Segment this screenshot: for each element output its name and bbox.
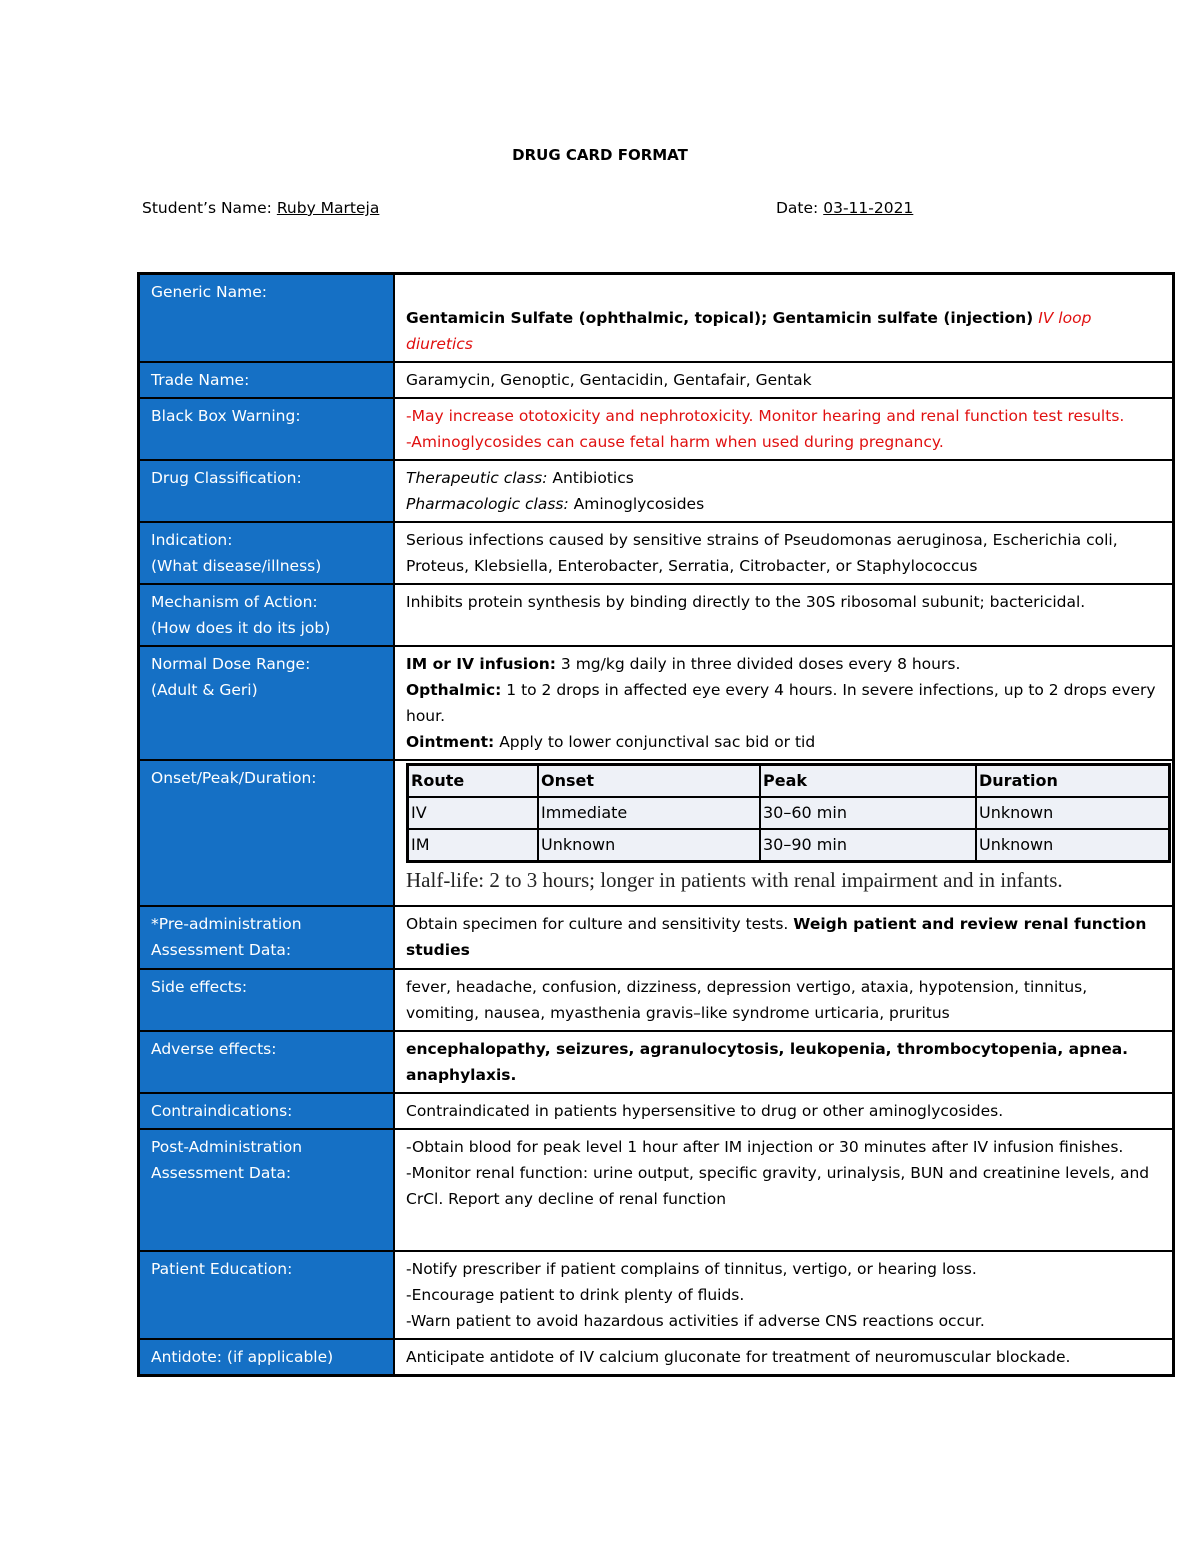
dose-opth-value: 1 to 2 drops in affected eye every 4 hours. In severe infections, up to 2 drops every hour. — [406, 681, 1156, 725]
onset-cell-duration: Unknown — [976, 797, 1170, 829]
row-side-effects — [139, 969, 1174, 1031]
dose-sublabel: (Adult & Geri) — [151, 681, 258, 699]
generic-name-value: Gentamicin Sulfate (ophthalmic, topical); Gentamicin sulfate (injection) — [406, 309, 1034, 327]
post-admin-sublabel: Assessment Data: — [151, 1164, 292, 1182]
dose-oint-label: Ointment: — [406, 733, 495, 751]
row-education — [139, 1251, 1174, 1339]
dose-label-cell — [139, 646, 395, 760]
pharmacologic-class-label: Pharmacologic class: — [406, 495, 569, 513]
trade-name-value: Garamycin, Genoptic, Gentacidin, Gentafair, Gentak — [394, 362, 1174, 398]
row-onset — [139, 760, 1174, 906]
student-name-line — [142, 199, 379, 217]
row-mechanism — [139, 584, 1174, 646]
contraindications-value: Contraindicated in patients hypersensitive to drug or other aminoglycosides. — [394, 1093, 1174, 1129]
dose-oint-value: Apply to lower conjunctival sac bid or tid — [499, 733, 816, 751]
indication-label-cell — [139, 522, 395, 584]
row-adverse-effects — [139, 1031, 1174, 1093]
dose-cell — [394, 646, 1174, 760]
post-admin-line-2: -Monitor renal function: urine output, specific gravity, urinalysis, BUN and creatinine levels, and CrCl. Report any decline of renal function — [406, 1164, 1150, 1208]
onset-cell-duration: Unknown — [976, 829, 1170, 862]
onset-peak-duration-table — [406, 763, 1171, 863]
row-trade-name — [139, 362, 1174, 398]
pre-admin-label: *Pre-administration — [151, 915, 302, 933]
indication-label: Indication: — [151, 531, 233, 549]
trade-name-label: Trade Name: — [139, 362, 395, 398]
black-box-label: Black Box Warning: — [139, 398, 395, 460]
onset-cell-route: IV — [408, 797, 539, 829]
onset-cell-peak: 30–90 min — [760, 829, 976, 862]
document-title: DRUG CARD FORMAT — [512, 146, 688, 164]
black-box-line-1: -May increase ototoxicity and nephrotoxicity. Monitor hearing and renal function test results. — [406, 407, 1125, 425]
onset-header-row — [408, 765, 1170, 798]
black-box-line-2: -Aminoglycosides can cause fetal harm when used during pregnancy. — [406, 433, 944, 451]
adverse-effects-value: encephalopathy, seizures, agranulocytosis, leukopenia, thrombocytopenia, apnea. anaphylaxis. — [394, 1031, 1174, 1093]
mechanism-sublabel: (How does it do its job) — [151, 619, 331, 637]
mechanism-value: Inhibits protein synthesis by binding directly to the 30S ribosomal subunit; bactericidal. — [394, 584, 1174, 646]
post-admin-label-cell — [139, 1129, 395, 1251]
pre-admin-label-cell — [139, 906, 395, 969]
onset-cell-onset: Immediate — [538, 797, 760, 829]
therapeutic-class-label: Therapeutic class: — [406, 469, 548, 487]
date-value: 03-11-2021 — [823, 199, 914, 217]
onset-cell-onset: Unknown — [538, 829, 760, 862]
generic-name-label: Generic Name: — [139, 274, 395, 363]
pre-admin-sublabel: Assessment Data: — [151, 941, 292, 959]
therapeutic-class-value: Antibiotics — [552, 469, 634, 487]
dose-iv-label: IM or IV infusion: — [406, 655, 556, 673]
date-label: Date: — [776, 199, 819, 217]
classification-label: Drug Classification: — [139, 460, 395, 522]
student-name-label: Student’s Name: — [142, 199, 272, 217]
classification-cell — [394, 460, 1174, 522]
onset-header-duration: Duration — [976, 765, 1170, 798]
education-line-1: -Notify prescriber if patient complains of tinnitus, vertigo, or hearing loss. — [406, 1260, 977, 1278]
post-admin-label: Post-Administration — [151, 1138, 303, 1156]
half-life-text: Half-life: 2 to 3 hours; longer in patients with renal impairment and in infants. — [406, 868, 1063, 892]
generic-name-cell — [394, 274, 1174, 363]
row-classification — [139, 460, 1174, 522]
pharmacologic-class-value: Aminoglycosides — [573, 495, 705, 513]
onset-cell-route: IM — [408, 829, 539, 862]
pre-admin-cell — [394, 906, 1174, 969]
antidote-label: Antidote: (if applicable) — [139, 1339, 395, 1376]
row-contraindications — [139, 1093, 1174, 1129]
dose-label: Normal Dose Range: — [151, 655, 311, 673]
generic-name-red-note: IV loop diuretics — [406, 309, 1092, 353]
antidote-value: Anticipate antidote of IV calcium gluconate for treatment of neuromuscular blockade. — [394, 1339, 1174, 1376]
student-name-value: Ruby Marteja — [276, 199, 380, 217]
black-box-cell — [394, 398, 1174, 460]
drug-card-table — [137, 272, 1175, 1377]
table-row — [408, 829, 1170, 862]
onset-header-route: Route — [408, 765, 539, 798]
row-antidote — [139, 1339, 1174, 1376]
onset-header-onset: Onset — [538, 765, 760, 798]
row-dose — [139, 646, 1174, 760]
row-post-admin — [139, 1129, 1174, 1251]
dose-iv-value: 3 mg/kg daily in three divided doses every 8 hours. — [560, 655, 961, 673]
table-row — [408, 797, 1170, 829]
contraindications-label: Contraindications: — [139, 1093, 395, 1129]
row-black-box — [139, 398, 1174, 460]
indication-value: Serious infections caused by sensitive strains of Pseudomonas aeruginosa, Escherichia coli, Proteus, Klebsiella, Enterobacter, Serratia, Citrobacter, or Staphylococcus — [394, 522, 1174, 584]
onset-cell-peak: 30–60 min — [760, 797, 976, 829]
mechanism-label: Mechanism of Action: — [151, 593, 318, 611]
date-line — [776, 199, 913, 217]
onset-label: Onset/Peak/Duration: — [139, 760, 395, 906]
pre-admin-value: Obtain specimen for culture and sensitivity tests. — [406, 915, 789, 933]
side-effects-label: Side effects: — [139, 969, 395, 1031]
onset-cell — [394, 760, 1174, 906]
row-pre-admin — [139, 906, 1174, 969]
education-line-3: -Warn patient to avoid hazardous activities if adverse CNS reactions occur. — [406, 1312, 985, 1330]
pre-admin-bold-value: Weigh patient and review renal function studies — [406, 915, 1147, 959]
dose-opth-label: Opthalmic: — [406, 681, 502, 699]
row-indication — [139, 522, 1174, 584]
onset-header-peak: Peak — [760, 765, 976, 798]
indication-sublabel: (What disease/illness) — [151, 557, 322, 575]
education-line-2: -Encourage patient to drink plenty of fluids. — [406, 1286, 745, 1304]
education-cell — [394, 1251, 1174, 1339]
post-admin-cell — [394, 1129, 1174, 1251]
row-generic-name — [139, 274, 1174, 363]
education-label: Patient Education: — [139, 1251, 395, 1339]
post-admin-line-1: -Obtain blood for peak level 1 hour after IM injection or 30 minutes after IV infusion finishes. — [406, 1138, 1124, 1156]
adverse-effects-label: Adverse effects: — [139, 1031, 395, 1093]
side-effects-value: fever, headache, confusion, dizziness, depression vertigo, ataxia, hypotension, tinnitus, vomiting, nausea, myasthenia gravis–like syndrome urticaria, pruritus — [394, 969, 1174, 1031]
mechanism-label-cell — [139, 584, 395, 646]
